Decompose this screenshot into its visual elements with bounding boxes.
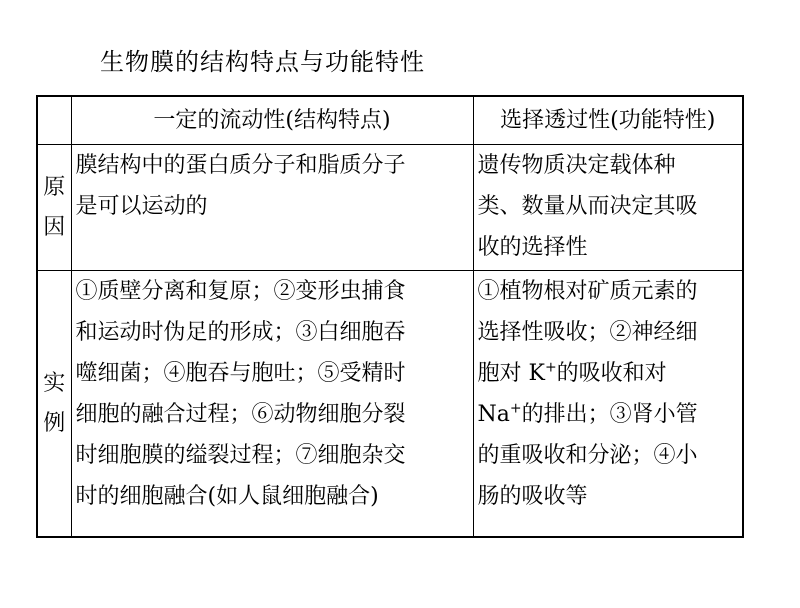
text-line: 的重吸收和分泌；④小 (477, 443, 698, 468)
page-title: 生物膜的结构特点与功能特性 (100, 48, 425, 76)
text-fragment: 胞对 K (477, 361, 545, 386)
row-label-char: 例 (43, 410, 66, 436)
superscript-charge: + (544, 359, 557, 376)
header-corner-cell (37, 96, 71, 145)
cell-reason-selectivity (473, 145, 743, 271)
text-line: 收的选择性 (477, 235, 588, 260)
table-row-reason (37, 145, 743, 271)
header-selective-permeability: 选择透过性(功能特性) (473, 96, 743, 145)
cell-reason-fluidity (71, 145, 473, 271)
text-line (478, 394, 739, 435)
text-line: 噬细菌；④胞吞与胞吐；⑤受精时 (75, 361, 406, 386)
text-line: 是可以运动的 (75, 194, 208, 219)
text-line: 时的细胞融合(如人鼠细胞融合) (75, 484, 379, 509)
table-row-examples (37, 271, 743, 538)
row-label-examples (37, 271, 71, 538)
superscript-charge: + (509, 400, 522, 417)
row-label-reason (37, 145, 71, 271)
comparison-table (36, 95, 744, 538)
text-fragment: Na (477, 402, 510, 427)
text-line: 膜结构中的蛋白质分子和脂质分子 (75, 153, 406, 178)
text-line: 和运动时伪足的形成；③白细胞吞 (75, 320, 406, 345)
text-line: 肠的吸收等 (477, 484, 588, 509)
header-fluidity: 一定的流动性(结构特点) (71, 96, 473, 145)
table-header-row (37, 96, 743, 145)
text-line: 时细胞膜的缢裂过程；⑦细胞杂交 (75, 443, 406, 468)
row-label-char: 因 (43, 214, 66, 240)
text-fragment: 的排出；③肾小管 (521, 402, 698, 427)
text-line: 细胞的融合过程；⑥动物细胞分裂 (75, 402, 406, 427)
text-line: 遗传物质决定载体种 (477, 153, 676, 178)
text-fragment: 的吸收和对 (556, 361, 667, 386)
text-line: 选择性吸收；②神经细 (477, 320, 698, 345)
row-label-char: 原 (43, 174, 66, 200)
text-line: ①质壁分离和复原；②变形虫捕食 (75, 279, 406, 304)
cell-examples-fluidity (71, 271, 473, 538)
text-line: ①植物根对矿质元素的 (477, 279, 698, 304)
text-line: 类、数量从而决定其吸 (477, 194, 698, 219)
cell-examples-selectivity (473, 271, 743, 538)
row-label-char: 实 (43, 370, 66, 396)
text-line (478, 353, 739, 394)
